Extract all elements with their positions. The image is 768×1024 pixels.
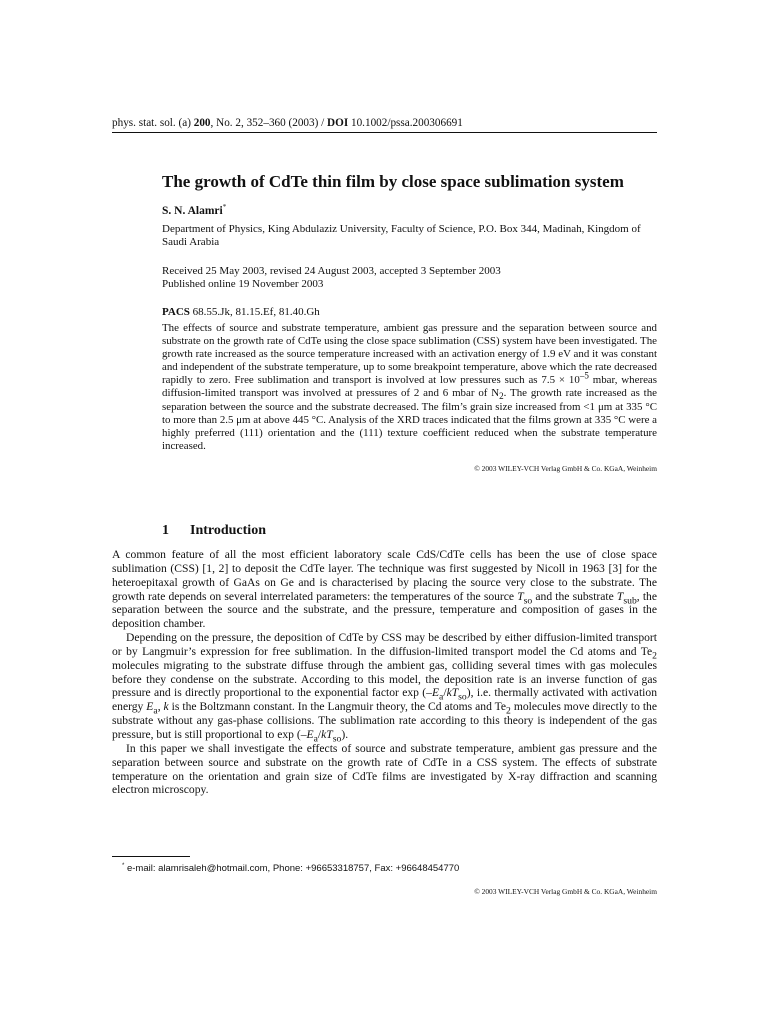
abstract-exponent: –5 xyxy=(579,370,589,381)
pacs xyxy=(162,306,320,318)
text-run: molecules migrating to the substrate diffuse through the ambient gas, colliding several times with gas molecules before they condense on the substrate. According to this model, the deposition rate is an inverse function of gas pressure and is directly proportional to the exponential factor exp (– xyxy=(112,658,657,700)
published-date: Published online 19 November 2003 xyxy=(162,278,324,290)
pacs-codes: 68.55.Jk, 81.15.Ef, 81.40.Gh xyxy=(189,306,320,318)
intro-paragraph-3: In this paper we shall investigate the effects of source and substrate temperature, ambient gas pressure and the separation between source and substrate on the growth rate of CdTe in a CSS system. The effects of substrate temperature on the orientation and grain size of CdTe films are investigated by X-ray diffraction and scanning electron microscopy. xyxy=(112,741,657,797)
text-run: , xyxy=(157,700,164,714)
author-name: S. N. Alamri xyxy=(162,205,223,217)
author-footnote-mark: * xyxy=(222,203,227,212)
section-title: Introduction xyxy=(190,523,266,538)
volume: 200 xyxy=(193,117,211,129)
pacs-label: PACS xyxy=(162,306,190,318)
subscript-so: so xyxy=(458,691,467,703)
subscript-2: 2 xyxy=(506,705,511,717)
author xyxy=(162,205,226,217)
subscript-a: a xyxy=(439,691,444,703)
intro-paragraph-2 xyxy=(112,631,657,745)
running-header xyxy=(112,117,657,133)
received-dates: Received 25 May 2003, revised 24 August 2003, accepted 3 September 2003 xyxy=(162,265,501,277)
issue-pages-year: , No. 2, 352–360 (2003) / xyxy=(210,117,328,129)
abstract xyxy=(162,322,657,453)
abstract-n2-subscript: 2 xyxy=(499,391,504,402)
subscript-2: 2 xyxy=(652,650,657,662)
subscript-a: a xyxy=(313,733,318,745)
text-run: is the Boltzmann constant. In the Langmuir theory, the Cd atoms and Te xyxy=(168,700,507,714)
symbol-T: T xyxy=(451,686,459,700)
intro-paragraph-1 xyxy=(112,548,657,631)
footnote-rule xyxy=(112,856,190,857)
symbol-E: E xyxy=(306,727,314,741)
text-run: molecules move directly to the substrate without any gas-phase collisions. The sublimation rate according to this theory is independent of the gas pressure, but is still proportional to exp (– xyxy=(112,700,657,741)
text-run: A common feature of all the most efficient laboratory scale CdS/CdTe cells has been the use of close space sublimation (CSS) [1, 2] to deposit the CdTe layer. The technique was first suggested by Nicoll in 1963 [3] for the heteroepitaxal growth of GaAs on Ge and is characterised by placing the source very close to the substrate. The growth rate depends on several interrelated parameters: the temperatures of the source xyxy=(112,548,657,603)
symbol-k: k xyxy=(446,686,452,700)
text-run: Depending on the pressure, the deposition of CdTe by CSS may be described by either diffusion-limited transport or by Langmuir’s expression for free sublimation. In the diffusion-limited transport model the Cd atoms and Te xyxy=(112,631,657,658)
symbol-k: k xyxy=(163,700,169,714)
introduction-body xyxy=(112,548,657,797)
text-run: / xyxy=(317,727,322,741)
text-run: ). xyxy=(341,727,349,741)
journal-name: phys. stat. sol. (a) xyxy=(112,117,194,129)
subscript-so: so xyxy=(523,594,533,606)
symbol-E: E xyxy=(146,700,154,714)
doi-value: 10.1002/pssa.200306691 xyxy=(348,117,463,129)
footnote-mark: * xyxy=(122,862,125,869)
footnote xyxy=(122,863,459,874)
text-run: / xyxy=(443,686,447,700)
section-heading xyxy=(162,523,266,539)
symbol-k: k xyxy=(321,727,327,741)
text-run: , the separation between the source and the substrate, and the pressure, temperature and composition of gases in the deposition chamber. xyxy=(112,589,657,631)
doi-label: DOI xyxy=(327,117,349,129)
subscript-sub: sub xyxy=(623,594,637,606)
symbol-E: E xyxy=(431,686,440,700)
symbol-T: T xyxy=(326,727,333,741)
symbol-T: T xyxy=(616,589,624,603)
abstract-text-2: mbar, whereas diffusion-limited transport was involved at pressures of 2 and 6 mbar of N xyxy=(162,374,657,400)
subscript-a: a xyxy=(153,705,158,717)
symbol-T: T xyxy=(517,589,524,603)
subscript-so: so xyxy=(332,733,342,745)
dates xyxy=(162,265,657,291)
page-copyright: © 2003 WILEY-VCH Verlag GmbH & Co. KGaA, Weinheim xyxy=(474,887,657,896)
abstract-copyright: © 2003 WILEY-VCH Verlag GmbH & Co. KGaA, Weinheim xyxy=(474,464,657,473)
abstract-text-3: . The growth rate increased as the separation between the source and the substrate decreased. The film’s grain size increased from <1 μm at 335 °C to more than 2.5 μm at above 445 °C. Analysis of the XRD traces indicated that the films grown at 335 °C were a highly preferred (111) orientation and the (111) texture coefficient reduced when the substrate temperature increased. xyxy=(162,387,657,452)
affiliation: Department of Physics, King Abdulaziz University, Faculty of Science, P.O. Box 344, Madinah, Kingdom of Saudi Arabia xyxy=(162,223,641,248)
section-number: 1 xyxy=(162,523,169,538)
footnote-text: e-mail: alamrisaleh@hotmail.com, Phone: +96653318757, Fax: +96648454770 xyxy=(124,863,460,874)
text-run: ), i.e. thermally activated with activation energy xyxy=(112,686,657,714)
text-run: and the substrate xyxy=(532,589,617,603)
paper-title: The growth of CdTe thin film by close space sublimation system xyxy=(162,172,624,191)
abstract-text-1: The effects of source and substrate temperature, ambient gas pressure and the separation between source and substrate on the growth rate of CdTe using the close space sublimation (CSS) system have been investigated. The growth rate increased as the source temperature increased with an activation energy of 1.9 eV and it was constant and independent of the substrate temperature, up to some breakpoint temperature, above which the rate decreased rapidly to zero. Free sublimation and transport is involved at low pressures such as 7.5 × 10 xyxy=(162,322,657,387)
